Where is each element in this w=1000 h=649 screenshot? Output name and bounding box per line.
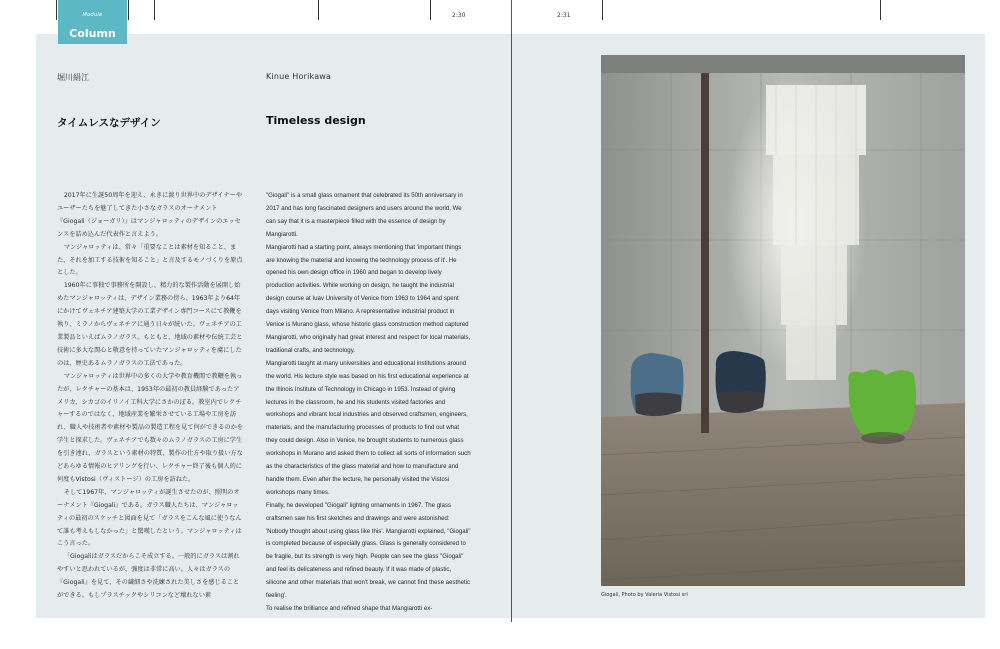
paragraph-ja: 「Giogaliはガラスだからこそ成立する。一般的にガラスは割れやすいと思われているが、強度は非常に高い。人々はガラスの『Giogali』を見て、その繊細さや洗練された美しさを感じることができる。もしプラスチックやシリコンなど壊れない素 xyxy=(57,553,240,600)
crop-mark xyxy=(880,0,881,20)
paragraph-ja: 1960年に事独で事務所を開設し、精力的な製作活動を展開し始めたマンジャロッティは、デザイン業務の傍ら、1963年より64年にかけてヴェネチア建築大学の工業デザイン専門コースにて教鞭を執り、ミラノからヴェネチアに通う日々が続いた。ヴェネチアの工業製品といえばムラノガラス。もともと、地域の素材や伝統工芸と技術に多大な関心と敬意を持っていたマンジャロッティを虜にしたのは、歴史あるムラノガラスの工法であった。 xyxy=(57,282,243,367)
crop-mark xyxy=(128,0,129,20)
article-title-en: Timeless design xyxy=(266,114,366,127)
center-fold xyxy=(511,0,512,622)
body-column-en xyxy=(266,190,471,616)
badge-column-label: Column xyxy=(69,27,116,40)
photo-caption: Giogali, Photo by Valeria Vistosi srl xyxy=(601,592,688,598)
paragraph-ja: マンジャロッティは、常々「重要なことは素材を知ること、また、それを加工する技術を知ること」と言及するモノづくりを原点とした。 xyxy=(57,243,243,277)
paragraph-ja: マンジャロッティは世界中の多くの大学や教育機関で教鞭を執ったが、レクチャーの基本は、1953年の最初の教員経験であったアメリカ、シカゴのイリノイ工科大学にさかのぼる。教室内でレクチャーするのではなく、地域産業を繁栄させている工場や工房を訪れ、職人や技術者や素材や製品の製造工程を見て何ができるのかを学生と探求した。ヴェネチアでも数々のムラノガラスの工房に学生を引き連れ、ガラスという素材の特質、製作の仕方や取り扱い方などあらゆる情報のヒアリングを行い、レクチャー終了後も個人的に何度もVistosi（ヴィストージ）の工房を訪ねた。 xyxy=(57,372,243,483)
crop-mark xyxy=(154,0,155,20)
paragraph-en: To realise the brilliance and refined shape that Mangiarotti ex- xyxy=(266,605,433,612)
paragraph-en: Mangiarotti taught at many universities and educational institutions around the world. His lecture style was based on his first educational experience at the Illinois Institute of Technology in Chicago in 1953. Instead of giving lectures in the classroom, he and his students visited factories and workshops and vibrant local industries and observed craftsmen, engineers, materials, and the manufacturing processes of products to find out what they could design. Also in Venice, he brought students to numerous glass workshops in Murano and asked them to collect all sorts of information such as the characteristics of the glass material and how to manufacture and handle them. Even after the lecture, he personally visited the Vistosi workshops many times. xyxy=(266,359,471,496)
paragraph-ja: 2017年に生誕50周年を迎え、永きに渡り世界中のデザイナーやユーザーたちを魅了してきた小さなガラスのオーナメント『Giogali（ジョーガリ）』はマンジャロッティのデザインのエッセンスを詰め込んだ代表作と言えよう。 xyxy=(57,192,243,238)
paragraph-ja: そして1967年、マンジャロッティが誕生させたのが、照明のオーナメント『Giogali』である。ガラス職人たちは、マンジャロッティの最初のスケッチと図面を見て「ガラスをこんな風に使うなんて誰も考えもしなかった」と驚嘆したという。マンジャロッティはこう言った。 xyxy=(57,488,242,548)
body-column-ja xyxy=(57,190,243,603)
badge-module-label: Module xyxy=(82,12,103,18)
crop-mark xyxy=(602,0,603,20)
page-number-left: 2:30 xyxy=(452,12,466,19)
crop-mark xyxy=(318,0,319,20)
navy-armchair xyxy=(716,351,766,413)
crop-mark xyxy=(430,0,431,20)
article-title-ja: タイムレスなデザイン xyxy=(57,117,161,129)
author-name-ja: 堀川絹江 xyxy=(57,73,89,82)
giogali-photo xyxy=(601,55,965,586)
ceiling xyxy=(601,55,965,73)
paragraph-en: Mangiarotti had a starting point, always mentioning that 'important things are knowing the material and knowing the technology process of it'. He opened his own design office in 1960 and began to develop lively production activities. While working on design, he taught the industrial design course at Iuav University of Venice from 1963 to 1964 and spent days visiting Venice from Milano. A representative industrial product in Venice is Murano glass, whose historic glass construction method captured Mangiarotti, who originally had great interest and respect for local materials, traditional crafts, and technology. xyxy=(266,243,471,354)
author-name-en: Kinue Horikawa xyxy=(266,72,332,81)
crop-mark xyxy=(56,0,57,20)
steel-column xyxy=(701,73,709,433)
page-number-right: 2:31 xyxy=(557,12,571,19)
blue-armchair xyxy=(631,353,684,416)
column-badge xyxy=(58,0,127,44)
paragraph-en: "Giogali" is a small glass ornament that celebrated its 50th anniversary in 2017 and has long fascinated designers and users around the world. We can say that it is a masterpiece filled with the essence of design by Mangiarotti. xyxy=(266,192,463,238)
wood-floor xyxy=(601,403,965,586)
paragraph-en: Finally, he developed "Giogali" lighting ornaments in 1967. The glass craftsmen saw his first sketches and drawings and were astonished: 'Nobody thought about using glass like this'. Mangiarotti explained, "Giogali" is completed because of especially glass. Glass is generally considered to be fragile, but its strength is very high. People can see the glass "Giogali" and feel its delicateness and refined beauty. If it was made of plastic, silicone and other materials that won't break, we cannot find these aesthetic feeling'. xyxy=(266,501,471,600)
